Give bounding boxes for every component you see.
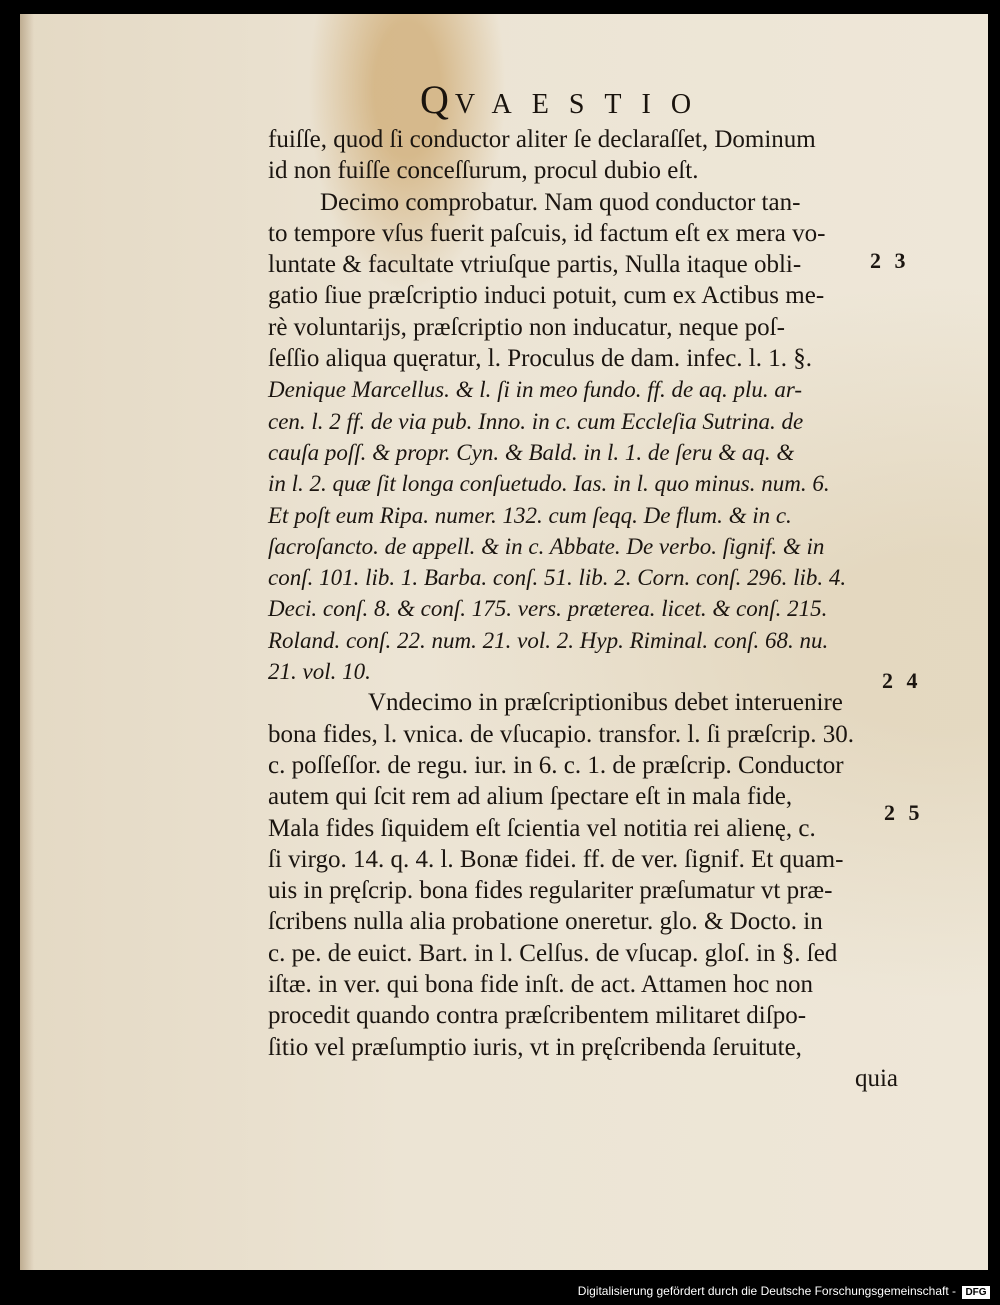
body-text: [268, 124, 898, 1094]
text-line: to tempore vſus fuerit paſcuis, id factum eſt ex mera vo-: [268, 219, 826, 247]
text-line: procedit quando contra præſcribentem militaret diſpo-: [268, 1002, 807, 1030]
text-line: in l. 2. quæ ſit longa conſuetudo. Ias. in l. quo minus. num. 6.: [268, 471, 830, 497]
text-line: Vndecimo in præſcriptionibus debet interuenire: [368, 689, 843, 717]
dfg-logo: DFG: [962, 1286, 990, 1299]
scanned-page: [20, 14, 988, 1270]
catchword: quia: [854, 1064, 898, 1092]
page-gutter-shadow: [20, 14, 34, 1270]
text-line: Roland. conſ. 22. num. 21. vol. 2. Hyp. Riminal. conſ. 68. nu.: [268, 627, 829, 653]
text-line: ſeſſio aliqua quęratur, l. Proculus de dam. infec. l. 1. §.: [268, 345, 812, 373]
text-line: Et poſt eum Ripa. numer. 132. cum ſeqq. De flum. & in c.: [268, 502, 792, 528]
text-line: uis in pręſcrip. bona fides regulariter præſumatur vt præ-: [268, 877, 833, 905]
text-line: fuiſſe, quod ſi conductor aliter ſe declaraſſet, Dominum: [268, 126, 816, 153]
text-line: cauſa poſſ. & propr. Cyn. & Bald. in l. 1. de ſeru & aq. &: [268, 439, 795, 465]
text-line: id non fuiſſe conceſſurum, procul dubio eſt.: [268, 157, 699, 185]
text-line: conſ. 101. lib. 1. Barba. conſ. 51. lib. 2. Corn. conſ. 296. lib. 4.: [268, 565, 847, 591]
text-line: luntate & facultate vtriuſque partis, Nulla itaque obli-: [268, 251, 802, 279]
text-line: rè voluntarijs, præſcriptio non inducatur, neque poſ-: [268, 313, 785, 341]
text-line: ſi virgo. 14. q. 4. l. Bonæ fidei. ff. de ver. ſignif. Et quam-: [268, 845, 844, 873]
funding-notice: Digitalisierung gefördert durch die Deutsche Forschungsgemeinschaft -: [577, 1284, 956, 1298]
text-line: gatio ſiue præſcriptio induci potuit, cum ex Actibus me-: [268, 282, 825, 310]
text-line: 21. vol. 10.: [268, 659, 371, 685]
text-line: autem qui ſcit rem ad alium ſpectare eſt in mala fide,: [268, 783, 793, 811]
text-line: ſacroſancto. de appell. & in c. Abbate. De verbo. ſignif. & in: [268, 533, 825, 559]
margin-number: 2 5: [884, 800, 924, 825]
text-line: c. pe. de euict. Bart. in l. Celſus. de vſucap. gloſ. in §. ſed: [268, 939, 838, 967]
text-line: Mala fides ſiquidem eſt ſcientia vel notitia rei alienę, c.: [268, 814, 816, 842]
text-line: ſitio vel præſumptio iuris, vt in pręſcribenda ſeruitute,: [268, 1033, 802, 1061]
margin-number: 2 3: [870, 248, 910, 273]
text-line: Denique Marcellus. & l. ſi in meo fundo. ff. de aq. plu. ar-: [268, 377, 803, 403]
text-line: bona fides, l. vnica. de vſucapio. transfor. l. ſi præſcrip. 30.: [268, 720, 854, 748]
text-line: Deci. conſ. 8. & conſ. 175. vers. præterea. licet. & conſ. 215.: [268, 596, 828, 622]
text-line: Decimo comprobatur. Nam quod conductor tan-: [320, 188, 801, 216]
running-head-rest: VAESTIO: [454, 89, 712, 120]
text-line: iſtæ. in ver. qui bona fide inſt. de act. Attamen hoc non: [268, 971, 814, 999]
margin-number: 2 4: [882, 668, 922, 693]
running-head-initial: Q: [420, 77, 455, 122]
text-line: cen. l. 2 ff. de via pub. Inno. in c. cum Eccleſia Sutrina. de: [268, 408, 804, 434]
text-line: c. poſſeſſor. de regu. iur. in 6. c. 1. de præſcrip. Conductor: [268, 751, 844, 779]
text-line: ſcribens nulla alia probatione oneretur. glo. & Docto. in: [268, 908, 823, 936]
running-head: [420, 76, 711, 123]
